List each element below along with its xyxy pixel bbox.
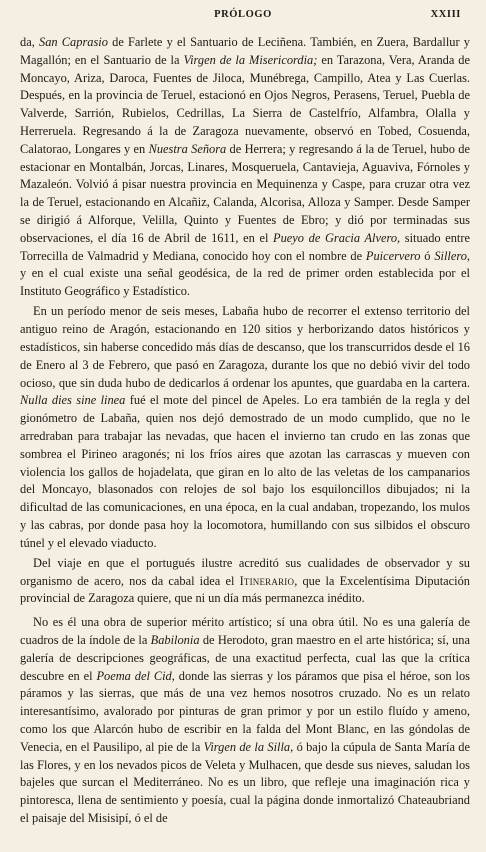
text-segment: , que la Excelentísima Diputación provincial de Zaragoza quiere, que ni un día más permanezca inédito. [20,573,470,606]
text-segment: de Herodoto, gran maestro en el arte histórica; sí, una galería de descripciones geográficas, de una exactitud perfecta, cual las que la crítica descubre en el [20,633,470,683]
text-segment: da, [20,35,39,49]
text-segment: ó [420,248,435,263]
paragraph-3 [20,555,470,608]
text-segment: en Tarazona, Vera, Aranda de Moncayo, Ariza, Daroca, Fuentes de Jiloca, Munébrega, Campillo, Atea y Las Cuerlas. Después, en la provincia de Teruel, estacionó en Ojos Negros, Perasens, Teruel, Puebla de Valverde, Sarrión, Rubielos, Cedrillas, La Sierra de Castelfrío, Alfambra, Olalla y Herreruela. Regresando á la de Zaragoza nuevamente, observó en Tobed, Cosuenda, Calatorao, Longares y en [20,52,470,156]
text-segment: de Herrera; y regresando á la de Teruel, hubo de estacionar en Montalbán, Jorcas, Linares, Mosqueruela, Cantavieja, Aguaviva, Fórnoles y Mazaleón. Volvió á pisar nuestra provincia en Mequinenza y Caspe, para cruzar otra vez la de Teruel, estacionando en Alcañiz, Calanda, Alcorisa, Alloza y Samper. Desde Samper se dirigió á Alforque, Velilla, Quinto y Fuentes de Ebro; y dió por terminadas sus observaciones, el día 16 de Abril de 1611, en el [20,141,470,245]
running-title: PRÓLOGO [214,9,272,20]
text-segment: situado entre Torrecilla de Valmadrid y Mediana, conocido hoy con el nombre de [20,230,470,263]
page-number: XXIII [430,9,461,20]
paragraph-4 [20,614,470,828]
paragraph-2 [20,303,470,552]
italic-text: Poema del Cid, [96,668,175,683]
paragraph-1 [20,34,470,301]
italic-text: Nuestra Señora [148,141,227,156]
italic-text: Nulla dies sine linea [20,393,126,408]
text-segment: ó bajo la cúpula de Santa María de las Flores, y en los nevados picos de Veleta y Mulhacen, que desde sus nieves, saludan los bajeles que surcan el Mediterráneo. No es un libro, que refleje una imaginación rica y pintoresca, llena de sentimiento y poesía, cual la página donde inmortalizó Chateaubriand el paisaje del Misisipí, ó el de [20,739,470,826]
text-segment: donde las sierras y los páramos que pisa el héroe, son los páramos y las sierras, que más de una vez hemos nosotros cruzado. No es un relato interesantísimo, avalorado por pinturas de gran primor y por un estilo fluído y ameno, como los que Alarcón hubo de escribir en la falda del Mont Blanc, en las góndolas de Venecia, en el Pausilipo, al pie de la [20,668,470,754]
body-text [20,34,470,830]
text-segment: fué el mote del pincel de Apeles. Lo era también de la regla y del gionómetro de Labaña, quien nos dejó demostrado de un modo cumplido, que no le arredraban para trabajar las nevadas, que hacen el invierno tan crudo en las zonas que sombrea el Pirineo aragonés; ni los fríos aires que azotan las carrascas y mueven con violencia los gallos de hojadelata, que giran en lo alto de las veletas de los campanarios del Moncayo, blasonados con relojes de sol bajo los esquiloncillos dibujados; ni la dificultad de las comunicaciones, en una época, en la cual andaban, tropezando, los mulos y las cabras, por donde pasa hoy la locomotora, humillando con sus silbidos el obscuro túnel y el elevado viaducto. [20,393,471,550]
italic-text: Virgen de la Misericordia; [183,52,318,67]
italic-text: Virgen de la Silla, [203,739,294,754]
italic-text: Babilonia [150,633,200,648]
text-segment: de Farlete y el Santuario de Leciñena. También, en Zuera, Bardallur y Magallón; en el Santuario de la [20,35,470,67]
running-header [0,9,486,25]
text-segment: y en el cual existe una señal geodésica, de la red de primer orden establecida por el Instituto Geográfico y Estadístico. [20,266,470,299]
italic-text: Pueyo de Gracia Alvero, [273,230,401,245]
italic-text: Puicervero [365,248,421,263]
text-segment: Del viaje en que el portugués ilustre acreditó sus cualidades de observador y su organismo de acero, nos da cabal idea el [20,555,470,588]
italic-text: San Caprasio [39,35,108,49]
text-segment: No es él una obra de superior mérito artístico; sí una obra útil. No es una galería de cuadros de la índole de la [20,615,470,648]
small-caps-text: Itinerario [239,573,295,588]
text-segment: En un período menor de seis meses, Labaña hubo de recorrer el extenso territorio del antiguo reino de Aragón, estacionando en 120 sitios y herborizando datos históricos y estadísticos, sin haberse concedido más días de descanso, que los transcurridos desde el 16 de Enero al 3 de Febrero, que pasó en Zaragoza, durante los que no debió vivir del todo ocioso, que sin duda hubo de dedicarlos á ordenar los apuntes, que guardaba en la cartera. [20,304,470,390]
italic-text: Sillero, [434,248,470,263]
